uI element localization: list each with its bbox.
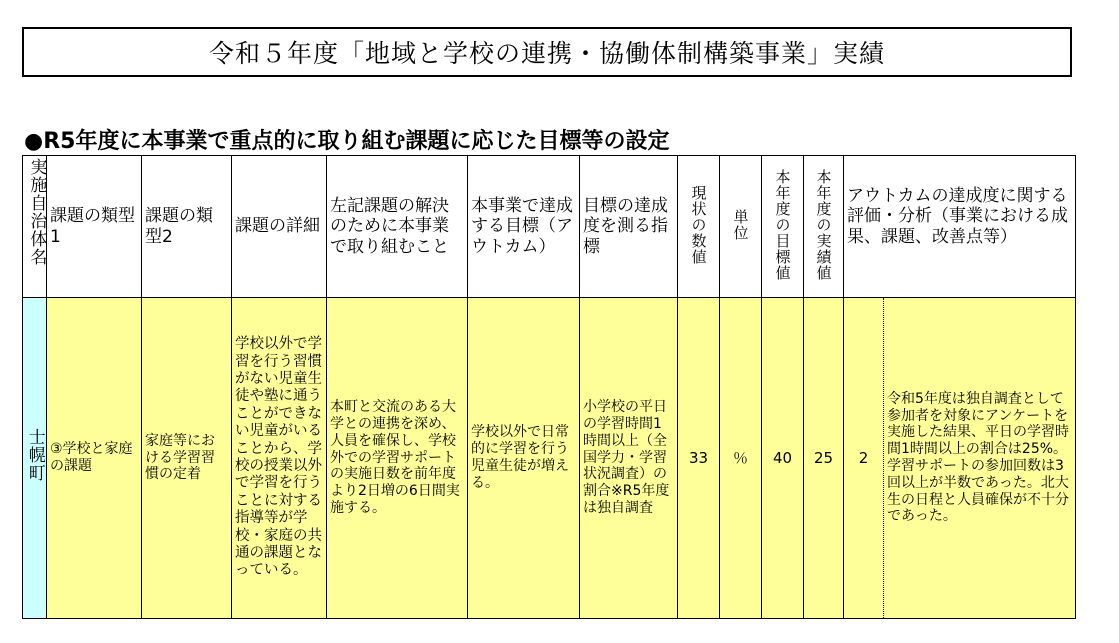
cell-evaluation-score: 2: [844, 298, 884, 619]
header-municipality: 実施自治体名: [23, 156, 47, 298]
cell-issue-detail: 学校以外で学習を行う習慣がない児童生徒や塾に通うことができない児童がいることから、学校の授業以外で学習を行うことに対する指導等が学校・家庭の共通の課題となっている。: [232, 298, 327, 619]
section-heading: ●R5年度に本事業で重点的に取り組む課題に応じた目標等の設定: [24, 129, 670, 154]
header-current-value: 現状の数値: [678, 156, 720, 298]
cell-evaluation: 令和5年度は独自調査として参加者を対象にアンケートを実施した結果、平日の学習時間1時間以上の割合は25%。学習サポートの参加回数は3回以上が半数であった。北大生の日程と人員確保が不十分であった。: [884, 298, 1076, 619]
header-issue-type2: 課題の類型2: [142, 156, 232, 298]
cell-indicator: 小学校の平日の学習時間1時間以上（全国学力・学習状況調査）の割合※R5年度は独自調査: [580, 298, 678, 619]
cell-current-value: 33: [678, 298, 720, 619]
cell-unit: ％: [720, 298, 762, 619]
header-outcome: 本事業で達成する目標（アウトカム）: [468, 156, 580, 298]
header-issue-type1: 課題の類型1: [47, 156, 142, 298]
header-actual-value: 本年度の実績値: [804, 156, 844, 298]
cell-issue-type2: 家庭等における学習習慣の定着: [142, 298, 232, 619]
table-row: [23, 298, 1076, 619]
header-actions: 左記課題の解決のために本事業で取り組むこと: [327, 156, 468, 298]
header-issue-detail: 課題の詳細: [232, 156, 327, 298]
header-evaluation: アウトカムの達成度に関する評価・分析（事業における成果、課題、改善点等）: [844, 156, 1076, 298]
header-indicator: 目標の達成度を測る指標: [580, 156, 678, 298]
cell-target-value: 40: [762, 298, 804, 619]
header-target-value: 本年度の目標値: [762, 156, 804, 298]
document-title: 令和５年度「地域と学校の連携・協働体制構築事業」実績: [22, 27, 1072, 77]
cell-municipality: 士幌町: [23, 298, 47, 619]
cell-actual-value: 25: [804, 298, 844, 619]
header-unit: 単位: [720, 156, 762, 298]
header-row: [23, 156, 1076, 298]
cell-outcome: 学校以外で日常的に学習を行う児童生徒が増える。: [468, 298, 580, 619]
cell-issue-type1: ③学校と家庭の課題: [47, 298, 142, 619]
cell-actions: 本町と交流のある大学との連携を深め、人員を確保し、学校外での学習サポートの実施日数を前年度より2日増の6日間実施する。: [327, 298, 468, 619]
goals-table: [22, 155, 1076, 619]
